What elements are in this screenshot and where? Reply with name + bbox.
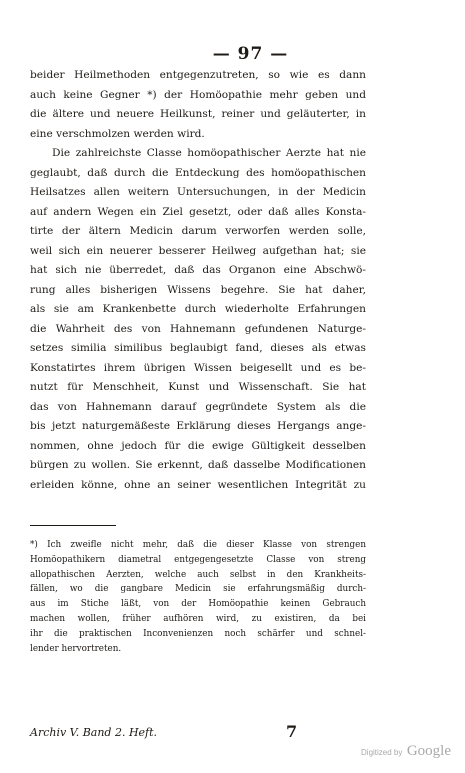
body-line: nutzt für Menschheit, Kunst und Wissenschaft. Sie hat xyxy=(30,381,366,393)
body-line: eine verschmolzen werden wird. xyxy=(30,127,205,140)
body-line: Heilsatzes allen weitern Untersuchungen, in der Medicin xyxy=(30,186,366,198)
body-line: als sie am Krankenbette durch wiederholte Erfahrungen xyxy=(30,303,366,315)
google-logo: Google xyxy=(406,743,451,759)
body-line: die ältere und neuere Heilkunst, reiner und geläuterter, in xyxy=(30,108,366,120)
footnote-line: machen wollen, früher aufhören wird, zu existiren, da bei xyxy=(30,613,366,624)
footnote-line: fällen, wo die gangbare Medicin sie erfahrungsmäßig durch- xyxy=(30,584,366,595)
footnote-line: ihr die praktischen Inconvenienzen noch schärfer und schnel- xyxy=(30,628,366,639)
body-line: bürgen zu wollen. Sie erkennt, daß dasselbe Modificationen xyxy=(30,459,366,471)
footnote-divider xyxy=(30,525,116,526)
body-line: hat sich nie überredet, daß das Organon eine Abschwö- xyxy=(30,264,366,276)
body-line: die Wahrheit des von Hahnemann gefundenen Naturge- xyxy=(30,322,366,335)
body-line: Konstatirtes ihrem übrigen Wissen beigesellt und es be- xyxy=(30,361,366,374)
body-line: erleiden könne, ohne an seiner wesentlichen Integrität zu xyxy=(30,478,366,491)
footnote xyxy=(30,538,366,656)
body-line: geglaubt, daß durch die Entdeckung des homöopathischen xyxy=(30,166,366,179)
watermark-prefix: Digitized by xyxy=(361,748,403,757)
paragraph-start-line: Die zahlreichste Classe homöopathischer Aerzte hat nie xyxy=(52,147,366,159)
signature-line: Archiv V. Band 2. Heft. xyxy=(30,726,158,739)
body-text xyxy=(30,66,366,495)
body-line: auch keine Gegner *) der Homöopathie mehr geben und xyxy=(30,88,366,101)
page-number: — 97 — xyxy=(212,44,289,64)
body-line: das von Hahnemann darauf gegründete System als die xyxy=(30,400,366,413)
body-line: weil sich ein neuerer besserer Heilweg aufgethan hat; sie xyxy=(30,244,366,257)
footnote-line: aus im Stiche läßt, von der Homöopathie keinen Gebrauch xyxy=(30,599,366,610)
signature-mark: 7 xyxy=(286,722,298,741)
footnote-line: *) Ich zweifle nicht mehr, daß die dieser Klasse von strengen xyxy=(30,540,366,550)
footnote-line: allopathischen Aerzten, welche auch selbst in den Krankheits- xyxy=(30,569,366,580)
body-line: bis jetzt naturgemäßeste Erklärung dieses Hergangs ange- xyxy=(30,420,366,432)
body-line: nommen, ohne jedoch für die ewige Gültigkeit desselben xyxy=(30,439,366,452)
body-line: rung alles bisherigen Wissens begehre. Sie hat daher, xyxy=(30,283,366,296)
footnote-line: Homöopathikern diametral entgegengesetzte Classe von streng xyxy=(30,554,366,565)
body-line: tirte der ältern Medicin darum verworfen werden solle, xyxy=(30,225,366,237)
body-line: setzes similia similibus beglaubigt fand, dieses als etwas xyxy=(30,342,366,354)
footnote-line: lender hervortreten. xyxy=(30,643,122,654)
body-line: beider Heilmethoden entgegenzutreten, so wie es dann xyxy=(30,69,366,81)
body-line: auf andern Wegen ein Ziel gesetzt, oder daß alles Konsta- xyxy=(30,205,366,218)
digitization-watermark xyxy=(361,742,451,760)
